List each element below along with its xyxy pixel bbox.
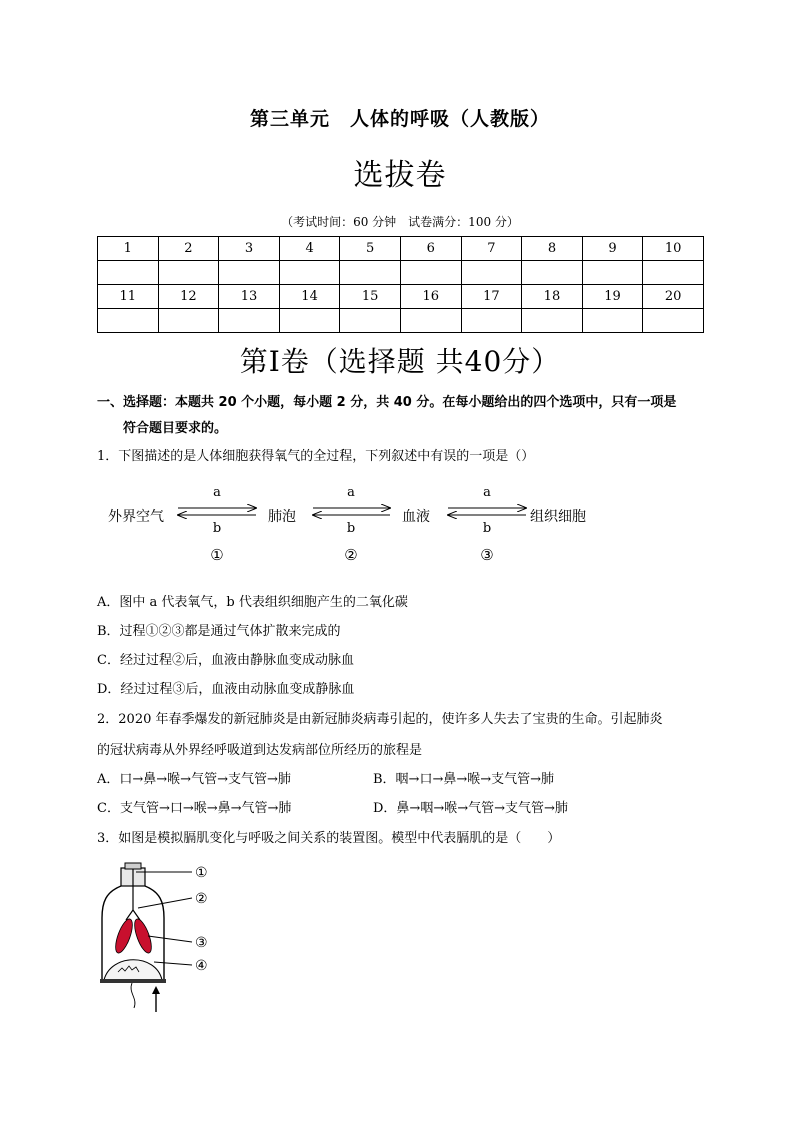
answer-blank-cell[interactable] xyxy=(158,261,219,285)
answer-number-cell: 3 xyxy=(219,237,280,261)
answer-blank-cell[interactable] xyxy=(400,261,461,285)
q3-stem: 3．如图是模拟膈肌变化与呼吸之间关系的装置图。模型中代表膈肌的是（ ） xyxy=(97,831,561,846)
q2-stem-line2: 的冠状病毒从外界经呼吸道到达发病部位所经历的旅程是 xyxy=(97,743,423,758)
answer-number-cell: 16 xyxy=(400,285,461,309)
arrow-label-b: b xyxy=(482,521,492,536)
figure-label: ② xyxy=(195,891,208,907)
q1-stem: 1．下图描述的是人体细胞获得氧气的全过程，下列叙述中有误的一项是（） xyxy=(97,449,535,464)
exam-info: （考试时间：60 分钟 试卷满分：100 分） xyxy=(281,215,519,229)
q1-option-b[interactable]: B．过程①②③都是通过气体扩散来完成的 xyxy=(97,624,341,639)
answer-blank-cell[interactable] xyxy=(582,261,643,285)
answer-table-blank-row xyxy=(98,261,704,285)
q1-option-a[interactable]: A．图中 a 代表氧气，b 代表组织细胞产生的二氧化碳 xyxy=(97,595,408,610)
jar-base xyxy=(100,979,166,983)
q2-option-a[interactable]: A．口→鼻→喉→气管→支气管→肺 xyxy=(97,772,291,787)
unit-title: 第三单元 人体的呼吸（人教版） xyxy=(249,108,550,130)
answer-number-cell: 17 xyxy=(461,285,522,309)
figure-label: ③ xyxy=(195,935,208,951)
answer-blank-cell[interactable] xyxy=(219,309,280,333)
answer-number-cell: 15 xyxy=(340,285,401,309)
answer-number-cell: 10 xyxy=(643,237,704,261)
answer-blank-cell[interactable] xyxy=(340,261,401,285)
diagram-node: 肺泡 xyxy=(268,509,296,525)
section-instruction xyxy=(97,390,707,442)
up-arrow-head xyxy=(152,986,160,994)
arrow-label-b: b xyxy=(346,521,356,536)
answer-number-cell: 7 xyxy=(461,237,522,261)
diagram-node: 组织细胞 xyxy=(530,509,586,525)
answer-number-cell: 13 xyxy=(219,285,280,309)
q2-option-d[interactable]: D．鼻→咽→喉→气管→支气管→肺 xyxy=(373,801,568,816)
answer-number-cell: 9 xyxy=(582,237,643,261)
answer-number-cell: 6 xyxy=(400,237,461,261)
answer-blank-cell[interactable] xyxy=(158,309,219,333)
answer-blank-cell[interactable] xyxy=(98,309,159,333)
answer-number-cell: 20 xyxy=(643,285,704,309)
answer-number-cell: 18 xyxy=(522,285,583,309)
answer-blank-cell[interactable] xyxy=(279,309,340,333)
figure-label: ① xyxy=(195,865,208,881)
answer-number-cell: 14 xyxy=(279,285,340,309)
answer-table-blank-row xyxy=(98,309,704,333)
answer-number-cell: 1 xyxy=(98,237,159,261)
q1-option-c[interactable]: C．经过过程②后，血液由静脉血变成动脉血 xyxy=(97,653,354,668)
answer-blank-cell[interactable] xyxy=(582,309,643,333)
answer-number-cell: 19 xyxy=(582,285,643,309)
answer-table xyxy=(97,236,704,333)
answer-number-cell: 11 xyxy=(98,285,159,309)
balloon-lung-left xyxy=(112,917,136,955)
tube-top xyxy=(125,863,141,869)
figure-label: ④ xyxy=(195,958,208,974)
answer-blank-cell[interactable] xyxy=(461,309,522,333)
q1-diagram xyxy=(108,484,598,569)
step-marker: ③ xyxy=(480,546,494,564)
answer-blank-cell[interactable] xyxy=(279,261,340,285)
diagram-node: 血液 xyxy=(402,509,430,525)
q2-option-b[interactable]: B．咽→口→鼻→喉→支气管→肺 xyxy=(373,772,555,787)
rubber-membrane xyxy=(104,960,162,980)
section-title: 第Ⅰ卷（选择题 共40分） xyxy=(239,345,561,378)
q2-option-c[interactable]: C．支气管→口→喉→鼻→气管→肺 xyxy=(97,801,292,816)
q1-option-d[interactable]: D．经过过程③后，血液由动脉血变成静脉血 xyxy=(97,682,355,697)
pull-string xyxy=(131,983,135,1008)
answer-table-number-row xyxy=(98,237,704,261)
answer-blank-cell[interactable] xyxy=(219,261,280,285)
answer-blank-cell[interactable] xyxy=(643,261,704,285)
arrow-label-b: b xyxy=(212,521,222,536)
branch-tubes xyxy=(126,910,140,920)
arrow-label-a: a xyxy=(483,485,491,500)
answer-blank-cell[interactable] xyxy=(522,261,583,285)
answer-blank-cell[interactable] xyxy=(400,309,461,333)
answer-blank-cell[interactable] xyxy=(643,309,704,333)
instruction-line: 一、选择题：本题共 20 个小题，每小题 2 分，共 40 分。在每小题给出的四个选项中，只有一项是 xyxy=(97,395,677,410)
paper-title: 选拔卷 xyxy=(353,158,447,193)
bell-jar-model-figure xyxy=(96,858,226,1016)
step-marker: ① xyxy=(210,546,224,564)
answer-number-cell: 2 xyxy=(158,237,219,261)
answer-number-cell: 8 xyxy=(522,237,583,261)
answer-number-cell: 5 xyxy=(340,237,401,261)
answer-blank-cell[interactable] xyxy=(522,309,583,333)
arrow-label-a: a xyxy=(213,485,221,500)
answer-blank-cell[interactable] xyxy=(461,261,522,285)
instruction-line: 符合题目要求的。 xyxy=(123,421,228,436)
diagram-node: 外界空气 xyxy=(108,509,164,525)
arrow-label-a: a xyxy=(347,485,355,500)
answer-blank-cell[interactable] xyxy=(340,309,401,333)
answer-table-number-row xyxy=(98,285,704,309)
answer-blank-cell[interactable] xyxy=(98,261,159,285)
answer-number-cell: 4 xyxy=(279,237,340,261)
answer-number-cell: 12 xyxy=(158,285,219,309)
step-marker: ② xyxy=(344,546,358,564)
q2-stem-line1: 2．2020 年春季爆发的新冠肺炎是由新冠肺炎病毒引起的，使许多人失去了宝贵的生命。引起肺炎 xyxy=(97,712,663,727)
